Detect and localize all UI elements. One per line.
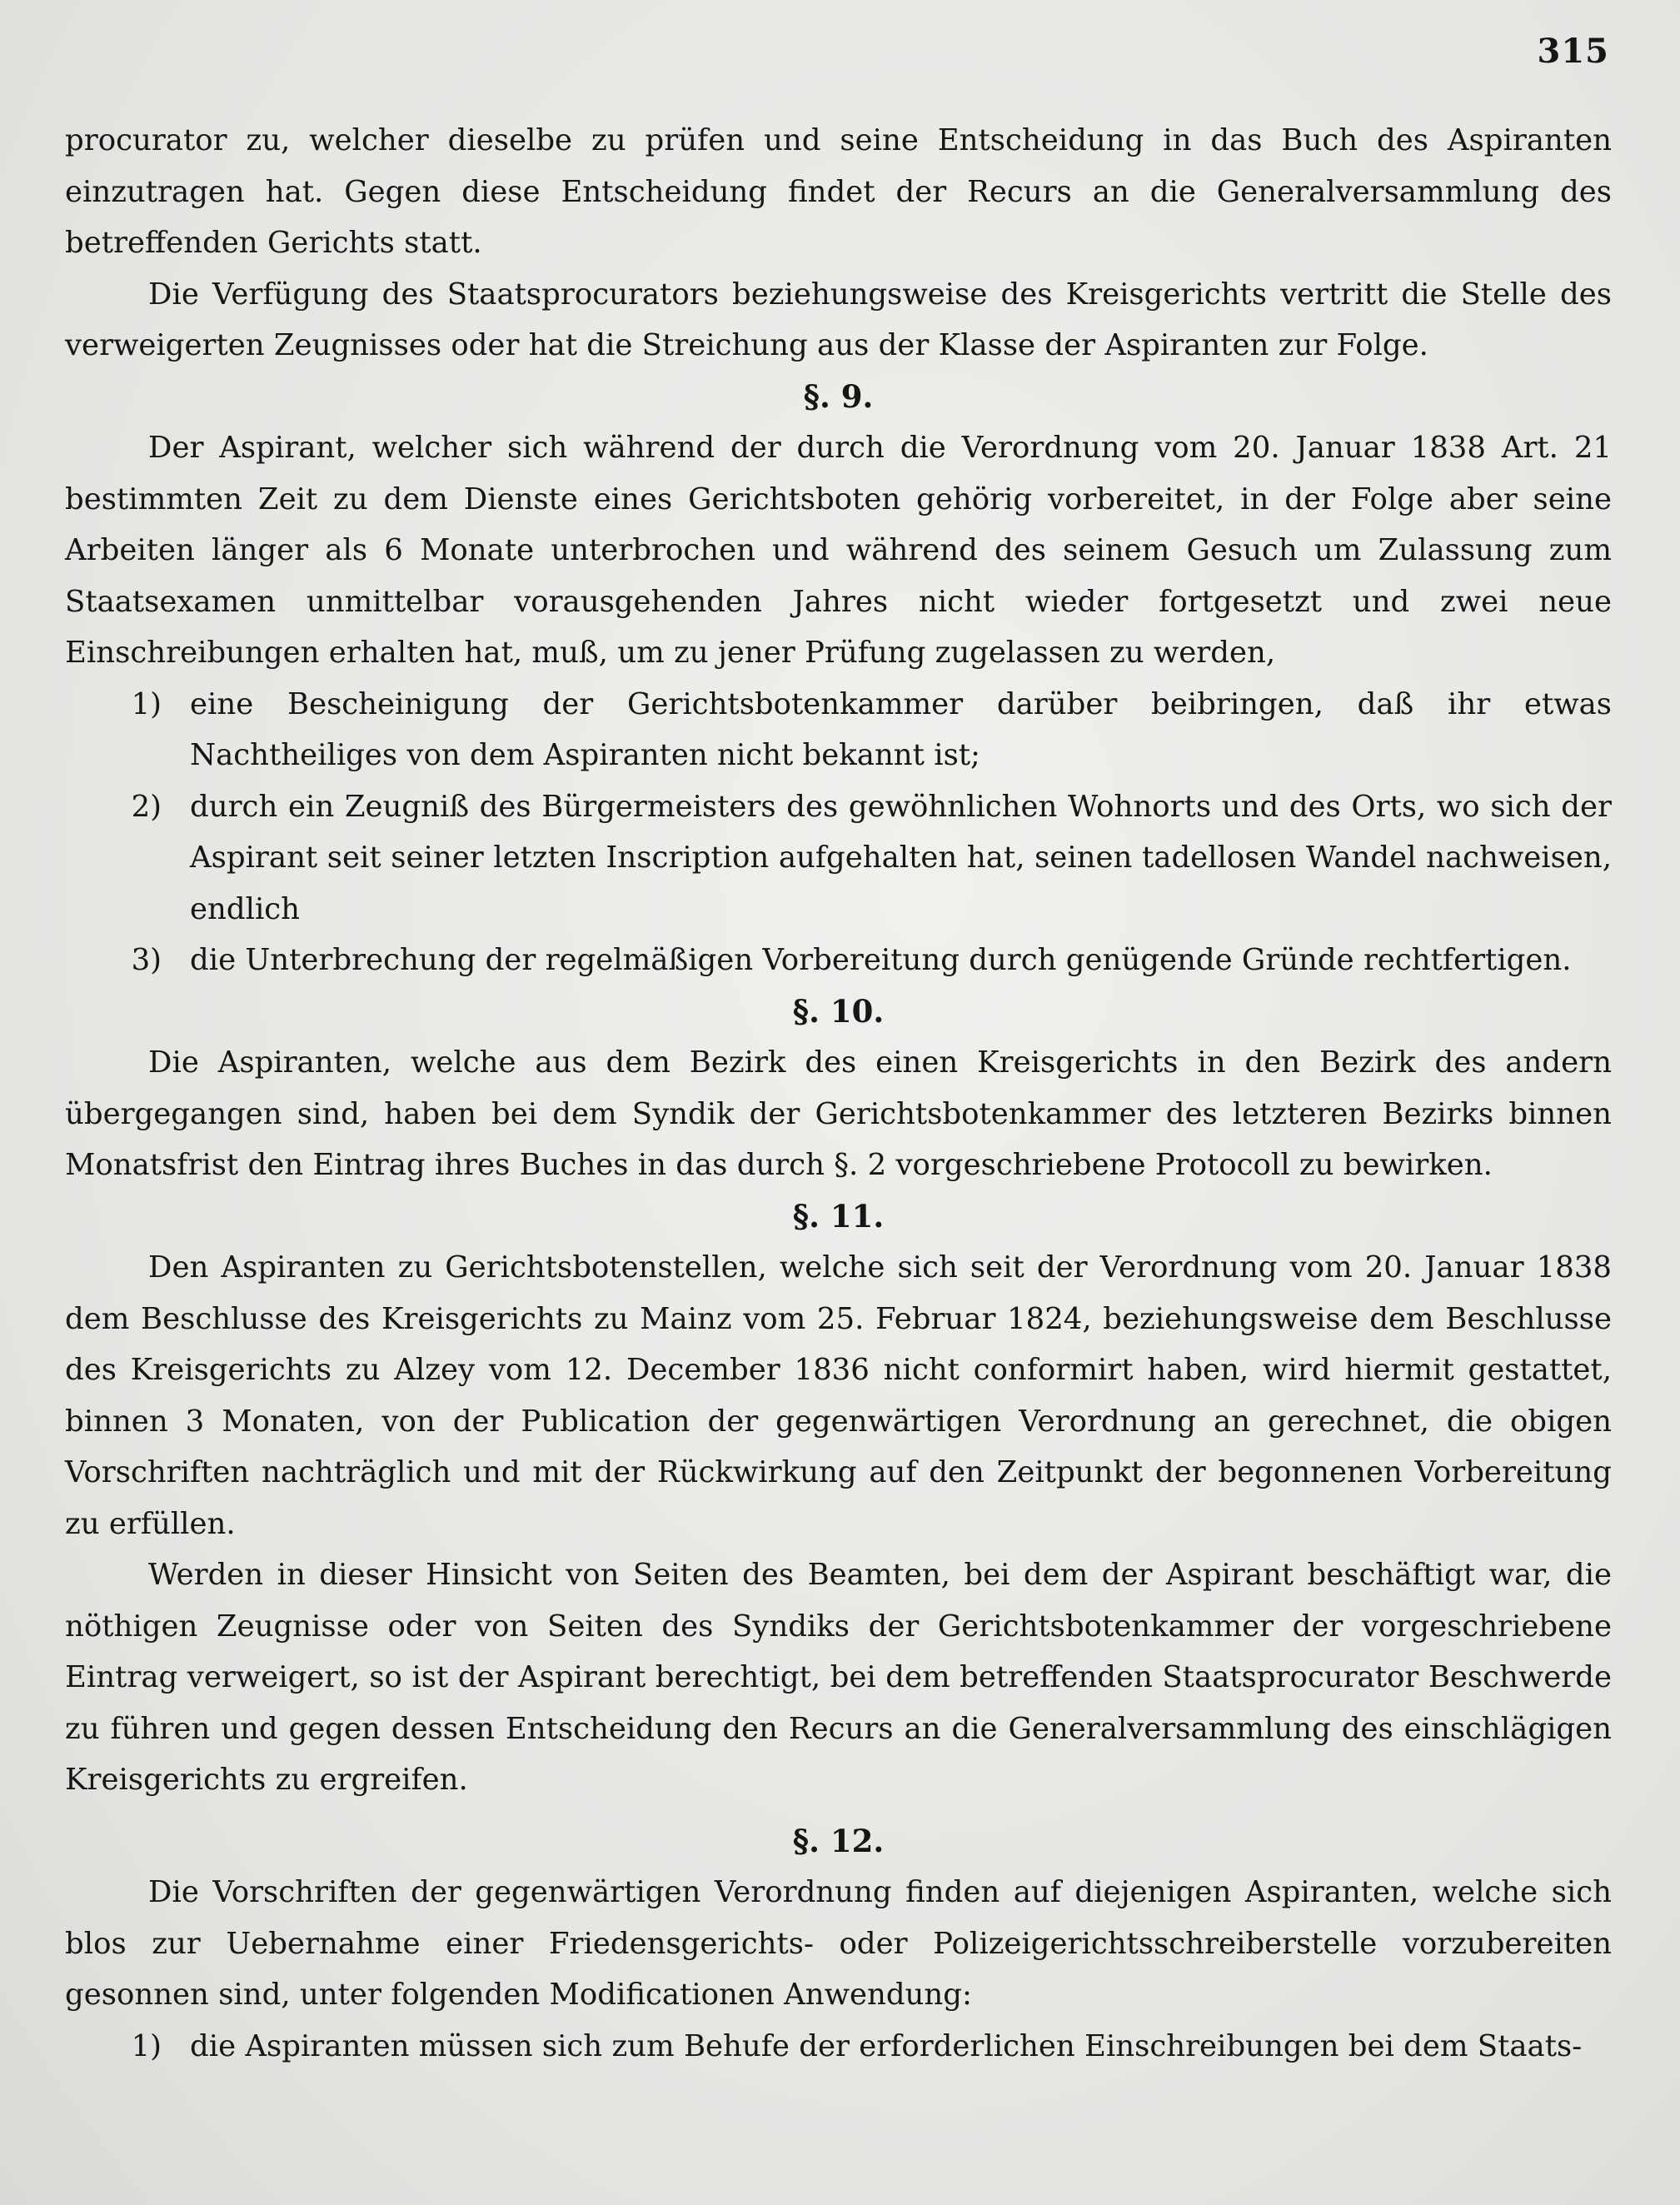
paragraph: Der Aspirant, welcher sich während der durch die Verordnung vom 20. Januar 1838 Art. 21 bestimmten Zeit zu dem Dienste eines Gerichtsboten gehörig vorbereitet, in der Folge aber seine Arbeiten länger als 6 Monate unterbrochen und während des seinem Gesuch um Zulassung zum Staatsexamen unmittelbar vorausgehenden Jahres nicht wieder fortgesetzt und zwei neue Einschreibungen erhalten hat, muß, um zu jener Prüfung zugelassen zu werden,: [65, 431, 1612, 670]
section-heading: §. 12.: [792, 1822, 885, 1859]
list-item-number: 1): [131, 686, 162, 721]
paragraph: Die Verfügung des Staatsprocurators beziehungsweise des Kreisgerichts vertritt die Stelle des verweigerten Zeugnisses oder hat die Streichung aus der Klasse der Aspiranten zur Folge.: [65, 277, 1612, 362]
list-item-number: 2): [131, 789, 162, 824]
document-body: [65, 115, 1612, 2072]
list-item: [65, 679, 1612, 781]
section-heading: §. 11.: [792, 1197, 885, 1235]
paragraph: Die Vorschriften der gegenwärtigen Verordnung finden auf diejenigen Aspiranten, welche sich blos zur Uebernahme einer Friedensgerichts- oder Polizeigerichtsschreiberstelle vorzubereiten gesonnen sind, unter folgenden Modificationen Anwendung:: [65, 1875, 1612, 2012]
section-heading: §. 10.: [792, 992, 885, 1030]
list-item-text: eine Bescheinigung der Gerichtsbotenkammer darüber beibringen, daß ihr etwas Nachtheiliges von dem Aspiranten nicht bekannt ist;: [190, 686, 1612, 772]
paragraph: Den Aspiranten zu Gerichtsbotenstellen, welche sich seit der Verordnung vom 20. Januar 1838 dem Beschlusse des Kreisgerichts zu Mainz vom 25. Februar 1824, beziehungsweise dem Beschlusse des Kreisgerichts zu Alzey vom 12. December 1836 nicht conformirt haben, wird hiermit gestattet, binnen 3 Monaten, von der Publication der gegenwärtigen Verordnung an gerechnet, die obigen Vorschriften nachträglich und mit der Rückwirkung auf den Zeitpunkt der begonnenen Vorbereitung zu erfüllen.: [65, 1250, 1612, 1541]
list-item: [65, 2021, 1612, 2073]
list-item: [65, 781, 1612, 935]
paragraph: Werden in dieser Hinsicht von Seiten des Beamten, bei dem der Aspirant beschäftigt war, die nöthigen Zeugnisse oder von Seiten des Syndiks der Gerichtsbotenkammer der vorgeschriebene Eintrag verweigert, so ist der Aspirant berechtigt, bei dem betreffenden Staatsprocurator Beschwerde zu führen und gegen dessen Entscheidung den Recurs an die Generalversammlung des einschlägigen Kreisgerichts zu ergreifen.: [65, 1558, 1612, 1797]
list-item: [65, 935, 1612, 986]
list-item-text: die Aspiranten müssen sich zum Behufe der erforderlichen Einschreibungen bei dem Staats-: [190, 2028, 1583, 2063]
section-heading: §. 9.: [803, 377, 874, 415]
list-item-number: 1): [131, 2028, 162, 2063]
page-number: 315: [1537, 32, 1609, 71]
list-item-number: 3): [131, 943, 162, 977]
list-item-text: die Unterbrechung der regelmäßigen Vorbereitung durch genügende Gründe rechtfertigen.: [190, 943, 1572, 977]
paragraph: Die Aspiranten, welche aus dem Bezirk des einen Kreisgerichts in den Bezirk des andern übergegangen sind, haben bei dem Syndik der Gerichtsbotenkammer des letzteren Bezirks binnen Monatsfrist den Eintrag ihres Buches in das durch §. 2 vorgeschriebene Protocoll zu bewirken.: [65, 1045, 1612, 1182]
list-item-text: durch ein Zeugniß des Bürgermeisters des gewöhnlichen Wohnorts und des Orts, wo sich der Aspirant seit seiner letzten Inscription aufgehalten hat, seinen tadellosen Wandel nachweisen, endlich: [190, 789, 1612, 926]
paragraph: procurator zu, welcher dieselbe zu prüfen und seine Entscheidung in das Buch des Aspiranten einzutragen hat. Gegen diese Entscheidung findet der Recurs an die Generalversammlung des betreffenden Gerichts statt.: [65, 123, 1612, 260]
